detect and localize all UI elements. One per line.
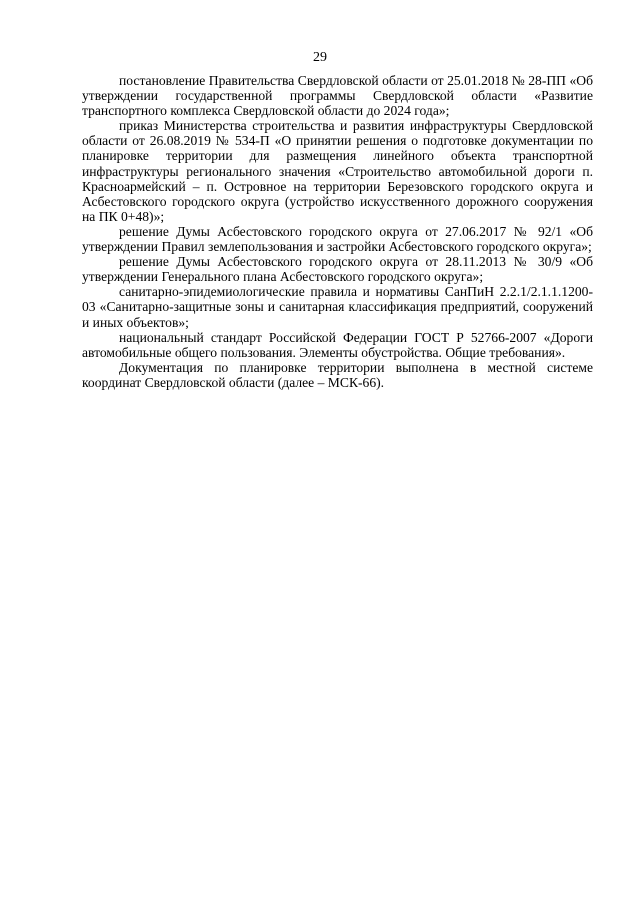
document-body: [82, 73, 593, 390]
page-number: 29: [313, 50, 327, 65]
paragraph-duma-decision-general-plan: решение Думы Асбестовского городского округа от 28.11.2013 № 30/9 «Об утверждении Генерального плана Асбестовского городского округа»;: [82, 254, 593, 285]
paragraph-ministry-order: приказ Министерства строительства и развития инфраструктуры Свердловской области от 26.08.2019 № 534-П «О принятии решения о подготовке документации по планировке территории для размещения линейного объекта транспортной инфраструктуры регионального значения «Строительство автомобильной дороги п. Красноармейский – п. Островное на территории Березовского городского округа и Асбестовского городского округа (устройство искусственного дорожного сооружения на ПК 0+48)»;: [82, 118, 593, 224]
paragraph-government-decree: постановление Правительства Свердловской области от 25.01.2018 № 28-ПП «Об утверждении государственной программы Свердловской области «Развитие транспортного комплекса Свердловской области до 2024 года»;: [82, 73, 593, 119]
paragraph-sanpin: санитарно-эпидемиологические правила и нормативы СанПиН 2.2.1/2.1.1.1200-03 «Санитарно-защитные зоны и санитарная классификация предприятий, сооружений и иных объектов»;: [82, 284, 593, 330]
paragraph-gost-standard: национальный стандарт Российской Федерации ГОСТ Р 52766-2007 «Дороги автомобильные общего пользования. Элементы обустройства. Общие требования».: [82, 329, 593, 360]
paragraph-coordinate-system: Документация по планировке территории выполнена в местной системе координат Свердловской области (далее – МСК-66).: [82, 359, 593, 390]
paragraph-duma-decision-land-use: решение Думы Асбестовского городского округа от 27.06.2017 № 92/1 «Об утверждении Правил землепользования и застройки Асбестовского городского округа»;: [82, 223, 593, 255]
